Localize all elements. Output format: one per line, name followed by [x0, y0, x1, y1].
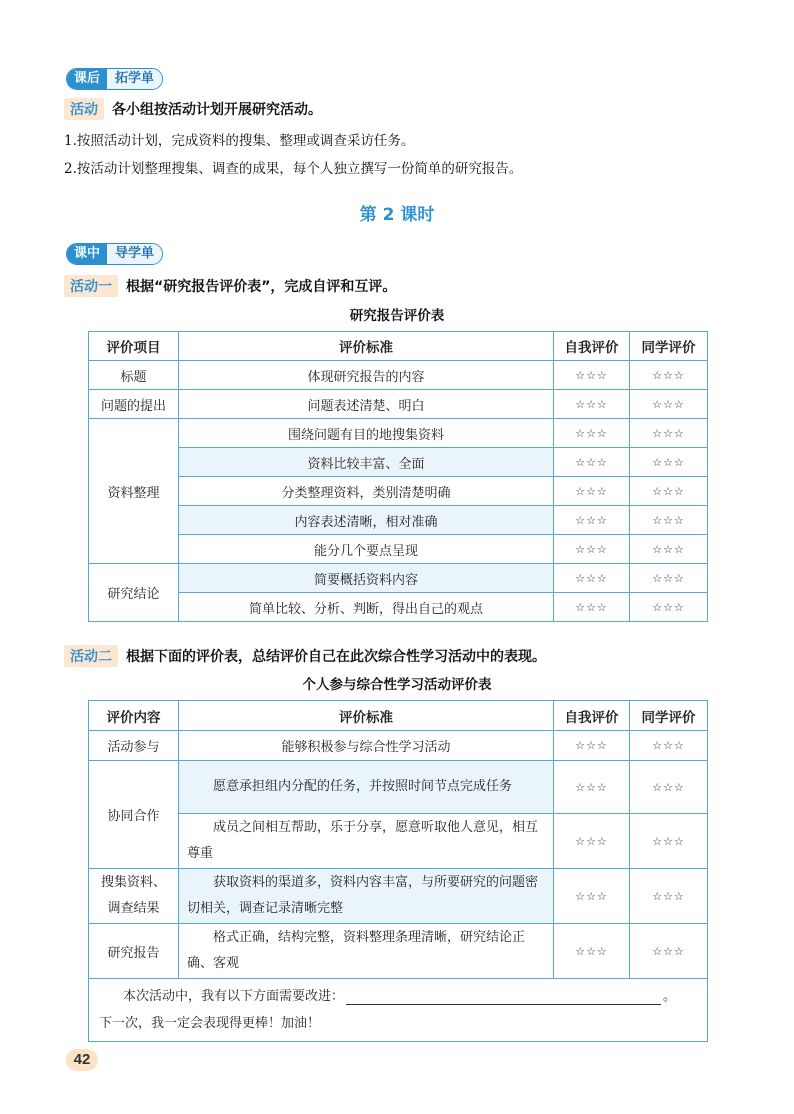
t1-item-title: 标题	[89, 361, 179, 390]
peer-stars[interactable]: ☆☆☆	[630, 869, 708, 924]
activity-2	[64, 645, 546, 667]
peer-stars[interactable]: ☆☆☆	[630, 390, 708, 419]
t1-criteria: 体现研究报告的内容	[179, 361, 554, 390]
t1-item-materials: 资料整理	[89, 419, 179, 564]
self-stars[interactable]: ☆☆☆	[554, 814, 630, 869]
peer-stars[interactable]: ☆☆☆	[630, 761, 708, 814]
table1-title: 研究报告评价表	[349, 308, 445, 324]
activity-2-label: 活动二	[64, 645, 118, 667]
self-stars[interactable]: ☆☆☆	[554, 535, 630, 564]
improvement-input[interactable]	[346, 986, 661, 1005]
t1-header-criteria: 评价标准	[179, 332, 554, 361]
peer-stars[interactable]: ☆☆☆	[630, 731, 708, 761]
personal-eval-table	[88, 700, 708, 1042]
self-stars[interactable]: ☆☆☆	[554, 869, 630, 924]
mid-tag-a: 课中	[67, 244, 107, 264]
t2-header-self: 自我评价	[554, 701, 630, 731]
peer-stars[interactable]: ☆☆☆	[630, 506, 708, 535]
self-stars[interactable]: ☆☆☆	[554, 731, 630, 761]
peer-stars[interactable]: ☆☆☆	[630, 535, 708, 564]
t2-header-item: 评价内容	[89, 701, 179, 731]
t2-criteria: 格式正确，结构完整，资料整理条理清晰，研究结论正确、客观	[179, 924, 554, 979]
t1-criteria: 能分几个要点呈现	[179, 535, 554, 564]
self-stars[interactable]: ☆☆☆	[554, 390, 630, 419]
mid-tag-b: 导学单	[107, 244, 162, 264]
improvement-end: 。	[663, 989, 677, 1004]
self-stars[interactable]: ☆☆☆	[554, 761, 630, 814]
t1-criteria: 问题表述清楚、明白	[179, 390, 554, 419]
improvement-line	[99, 983, 697, 1010]
peer-stars[interactable]: ☆☆☆	[630, 564, 708, 593]
after-tag-a: 课后	[67, 69, 107, 89]
t1-criteria: 资料比较丰富、全面	[179, 448, 554, 477]
encouragement-text: 下一次，我一定会表现得更棒！加油！	[99, 1016, 321, 1031]
t2-header-criteria: 评价标准	[179, 701, 554, 731]
peer-stars[interactable]: ☆☆☆	[630, 924, 708, 979]
activity-2-text: 根据下面的评价表，总结评价自己在此次综合性学习活动中的表现。	[126, 649, 546, 665]
activity-after	[64, 98, 322, 120]
peer-stars[interactable]: ☆☆☆	[630, 814, 708, 869]
t1-header-self: 自我评价	[554, 332, 630, 361]
t1-criteria: 简要概括资料内容	[179, 564, 554, 593]
after-item-2: 2.按活动计划整理搜集、调查的成果，每个人独立撰写一份简单的研究报告。	[64, 161, 523, 177]
t2-item-report: 研究报告	[89, 924, 179, 979]
self-stars[interactable]: ☆☆☆	[554, 419, 630, 448]
peer-stars[interactable]: ☆☆☆	[630, 448, 708, 477]
t2-criteria: 获取资料的渠道多，资料内容丰富，与所要研究的问题密切相关，调查记录清晰完整	[179, 869, 554, 924]
t2-header-peer: 同学评价	[630, 701, 708, 731]
peer-stars[interactable]: ☆☆☆	[630, 593, 708, 622]
improvement-cell	[89, 979, 708, 1042]
t2-criteria: 能够积极参与综合性学习活动	[179, 731, 554, 761]
t1-criteria: 围绕问题有目的地搜集资料	[179, 419, 554, 448]
t1-criteria: 内容表述清晰，相对准确	[179, 506, 554, 535]
t1-criteria: 简单比较、分析、判断，得出自己的观点	[179, 593, 554, 622]
peer-stars[interactable]: ☆☆☆	[630, 361, 708, 390]
peer-stars[interactable]: ☆☆☆	[630, 477, 708, 506]
t1-criteria: 分类整理资料，类别清楚明确	[179, 477, 554, 506]
t2-criteria: 愿意承担组内分配的任务，并按照时间节点完成任务	[179, 761, 554, 814]
t1-item-conclusion: 研究结论	[89, 564, 179, 622]
self-stars[interactable]: ☆☆☆	[554, 361, 630, 390]
page-number: 42	[66, 1049, 98, 1071]
activity-1-text: 根据“研究报告评价表”，完成自评和互评。	[126, 279, 397, 295]
self-stars[interactable]: ☆☆☆	[554, 506, 630, 535]
t2-item-participation: 活动参与	[89, 731, 179, 761]
t1-item-question: 问题的提出	[89, 390, 179, 419]
lesson-title: 第 2 课时	[359, 205, 435, 225]
self-stars[interactable]: ☆☆☆	[554, 593, 630, 622]
activity-1-label: 活动一	[64, 275, 118, 297]
t2-item-cooperation: 协同合作	[89, 761, 179, 869]
self-stars[interactable]: ☆☆☆	[554, 564, 630, 593]
activity-1	[64, 275, 396, 297]
after-tag-b: 拓学单	[107, 69, 162, 89]
t1-header-peer: 同学评价	[630, 332, 708, 361]
improvement-prompt: 本次活动中，我有以下方面需要改进：	[123, 989, 345, 1004]
self-stars[interactable]: ☆☆☆	[554, 924, 630, 979]
report-eval-table	[88, 331, 708, 622]
after-class-tag	[66, 68, 163, 90]
t1-header-item: 评价项目	[89, 332, 179, 361]
after-item-1: 1.按照活动计划，完成资料的搜集、整理或调查采访任务。	[64, 133, 415, 149]
t2-item-materials: 搜集资料、调查结果	[89, 869, 179, 924]
activity-label: 活动	[64, 98, 104, 120]
table2-title: 个人参与综合性学习活动评价表	[302, 677, 492, 693]
activity-text: 各小组按活动计划开展研究活动。	[112, 102, 322, 118]
t2-criteria: 成员之间相互帮助，乐于分享，愿意听取他人意见，相互尊重	[179, 814, 554, 869]
self-stars[interactable]: ☆☆☆	[554, 477, 630, 506]
self-stars[interactable]: ☆☆☆	[554, 448, 630, 477]
peer-stars[interactable]: ☆☆☆	[630, 419, 708, 448]
mid-class-tag	[66, 243, 163, 265]
